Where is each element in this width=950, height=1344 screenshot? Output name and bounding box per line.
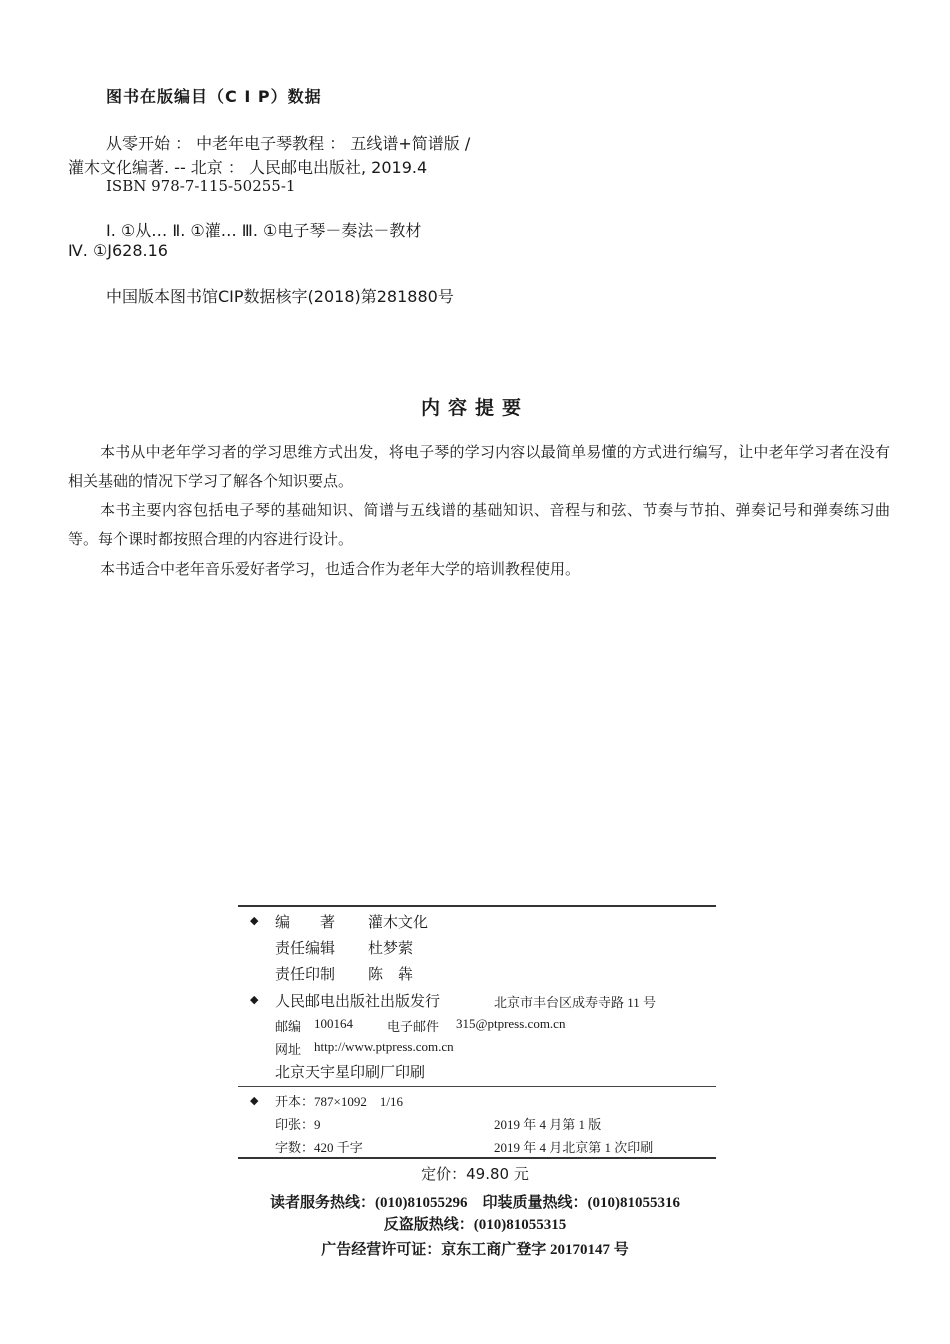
price: 定价：49.80 元 <box>421 1165 529 1183</box>
summary-paragraph: 本书主要内容包括电子琴的基础知识、简谱与五线谱的基础知识、音程与和弦、节奏与节拍、弹奏记号和弹奏练习曲等。每个课时都按照合理的内容进行设计。 <box>68 501 890 548</box>
website-value: http://www.ptpress.com.cn <box>314 1039 454 1054</box>
bullet-icon: ◆ <box>250 993 259 1006</box>
cip-line-title: 从零开始 ： 中老年电子琴教程 ： 五线谱+简谱版 / <box>106 134 471 153</box>
printed-sheets: 印张：9 <box>275 1117 321 1132</box>
cip-line-isbn: ISBN 978-7-115-50255-1 <box>106 177 296 195</box>
email-label: 电子邮件 <box>387 1019 440 1034</box>
bullet-icon: ◆ <box>250 914 259 927</box>
cip-approval-number: 中国版本图书馆CIP数据核字(2018)第281880号 <box>106 287 454 306</box>
summary-paragraph: 本书适合中老年音乐爱好者学习，也适合作为老年大学的培训教程使用。 <box>100 560 581 578</box>
colophon-bottom-rule <box>238 1157 716 1159</box>
advertising-license: 广告经营许可证：京东工商广登字 20170147 号 <box>321 1242 629 1258</box>
summary-title: 内容提要 <box>420 397 529 419</box>
format: 开本：787×1092 1/16 <box>275 1094 403 1109</box>
impression: 2019 年 4 月北京第 1 次印刷 <box>494 1140 654 1155</box>
publisher-address: 北京市丰台区成寿寺路 11 号 <box>494 995 657 1010</box>
editor-value: 杜梦萦 <box>368 939 414 957</box>
author-value: 灌木文化 <box>368 913 429 931</box>
colophon-middle-rule <box>238 1086 716 1087</box>
anti-piracy-hotline: 反盗版热线：(010)81055315 <box>383 1217 567 1233</box>
website-label: 网址 <box>275 1042 302 1057</box>
author-label: 编 著 <box>275 913 336 931</box>
word-count: 字数：420 千字 <box>275 1140 363 1155</box>
cip-line-author: 灌木文化编著. -- 北京 ： 人民邮电出版社, 2019.4 <box>68 158 428 177</box>
editor-label: 责任编辑 <box>275 939 336 957</box>
email-value: 315@ptpress.com.cn <box>456 1016 566 1031</box>
bullet-icon: ◆ <box>250 1094 259 1107</box>
publisher: 人民邮电出版社出版发行 <box>275 992 441 1010</box>
printer-label: 责任印制 <box>275 965 336 983</box>
edition: 2019 年 4 月第 1 版 <box>494 1117 602 1132</box>
colophon-top-rule <box>238 905 716 907</box>
print-house: 北京天宇星印刷厂印刷 <box>275 1063 426 1081</box>
cip-title: 图书在版编目（C I P）数据 <box>106 87 322 106</box>
cip-line-classification: Ⅰ. ①从… Ⅱ. ①灌… Ⅲ. ①电子琴－奏法－教材 <box>106 221 422 240</box>
postcode-label: 邮编 <box>275 1019 302 1034</box>
summary-paragraph: 本书从中老年学习者的学习思维方式出发，将电子琴的学习内容以最简单易懂的方式进行编写，让中老年学习者在没有相关基础的情况下学习了解各个知识要点。 <box>68 443 890 490</box>
cip-line-class-number: Ⅳ. ①J628.16 <box>68 241 168 260</box>
postcode-value: 100164 <box>314 1016 353 1031</box>
service-hotlines: 读者服务热线：(010)81055296 印装质量热线：(010)81055316 <box>270 1195 680 1211</box>
printer-value: 陈 犇 <box>368 965 414 983</box>
